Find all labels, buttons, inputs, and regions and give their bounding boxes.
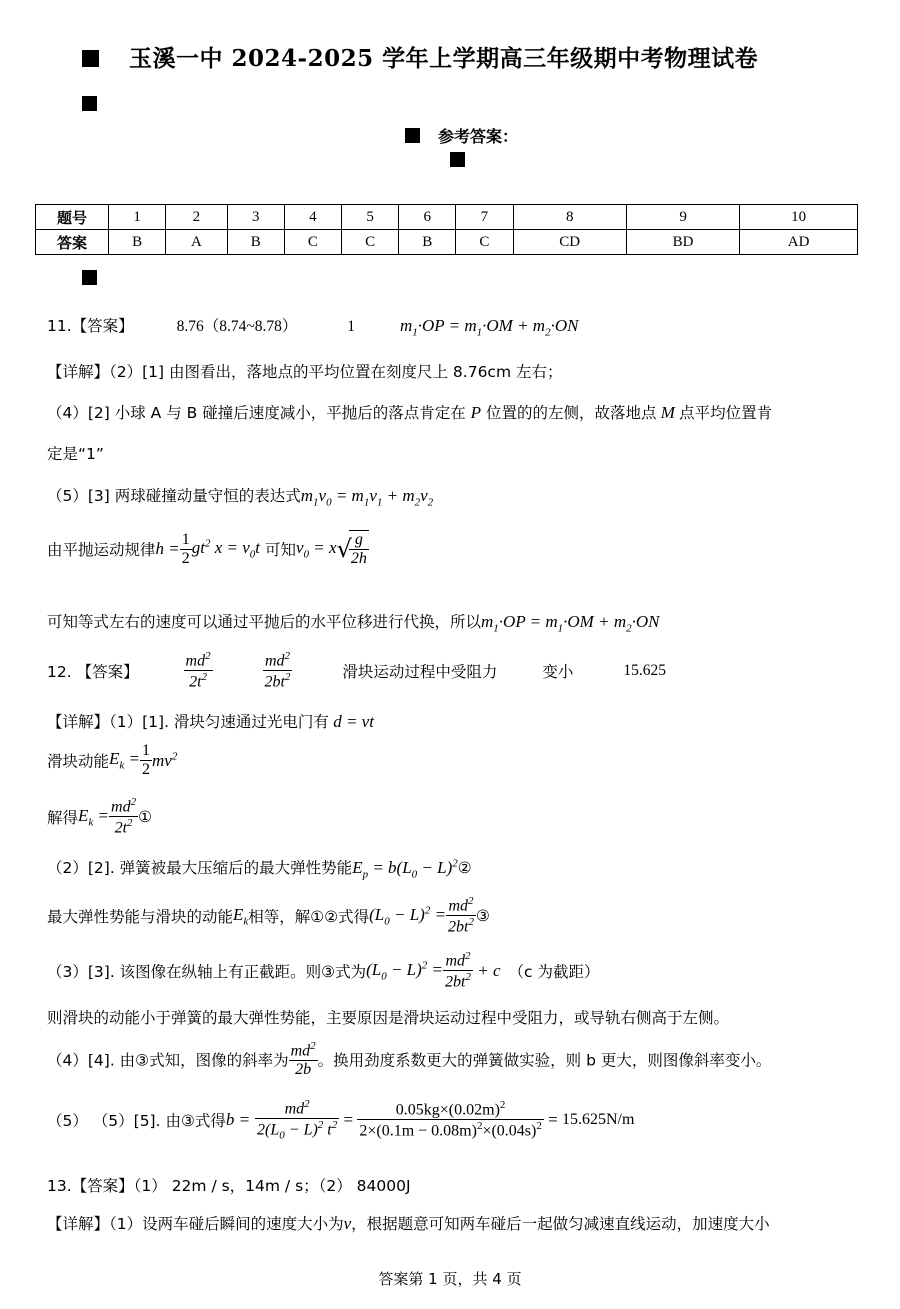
table-cell: 3 bbox=[227, 205, 284, 230]
table-cell: 5 bbox=[341, 205, 398, 230]
bullet-square-icon bbox=[405, 128, 420, 143]
bullet-square-icon bbox=[450, 152, 465, 171]
page-title bbox=[82, 40, 758, 73]
table-cell: B bbox=[109, 230, 166, 255]
table-cell: 4 bbox=[284, 205, 341, 230]
answer-heading: 参考答案： bbox=[405, 124, 518, 147]
title-text: 玉溪一中 2024-2025 学年上学期高三年级期中考物理试卷 bbox=[129, 45, 759, 72]
q11-detail-2: （4）[2] 小球 A 与 B 碰撞后速度减小，平抛后的落点肯定在 P 位置的的左侧，故落地点 M 点平均位置肯 bbox=[47, 403, 773, 422]
q12-detail-7: 则滑块的动能小于弹簧的最大弹性势能，主要原因是滑块运动过程中受阻力，或导轨右侧高于左侧。 bbox=[47, 1009, 730, 1027]
table-cell: 7 bbox=[456, 205, 513, 230]
table-cell: B bbox=[399, 230, 456, 255]
q12-detail-5: 最大弹性势能与滑块的动能$E_k$相等，解①②式得$(L_0 - L)^2$ = $\frac{md^2}{2bt^2}$ ③ bbox=[47, 895, 490, 936]
table-cell: 2 bbox=[166, 205, 227, 230]
q12-detail-9: （5） （5）[5]. 由③式得b = $\frac{md^2}{2(L_0 - L)^2 t^2}$ = $\frac{0.05kg\times(0.02m)^2}{2\times(0.1m - 0.08m)^2\times(0.04s)^2}$ = 15.625N/m bbox=[47, 1098, 635, 1142]
q12-detail-2: 滑块动能$E_k$ = $\frac{1}{2}$ $mv^2$ bbox=[47, 742, 178, 778]
page-footer: 答案第 1 页，共 4 页 bbox=[378, 1270, 522, 1288]
bullet-square-icon bbox=[82, 96, 97, 115]
bullet-square-icon bbox=[82, 50, 99, 67]
q11-answer-line: 11.【答案】 8.76（8.74~8.78） 1 $m_1\cdot OP = m_1\cdot OM + m_2\cdot ON$ bbox=[47, 316, 579, 339]
table-cell: AD bbox=[740, 230, 858, 255]
q13-answer-line: 13.【答案】（1） 22m / s，14m / s；（2） 84000J bbox=[47, 1177, 411, 1195]
table-cell: 10 bbox=[740, 205, 858, 230]
q11-detail-5: 可知等式左右的速度可以通过平抛后的水平位移进行代换，所以$m_1\cdot OP = m_1\cdot OM + m_2\cdot ON$ bbox=[47, 612, 660, 635]
bullet-square-icon bbox=[82, 270, 97, 289]
table-row bbox=[36, 205, 858, 230]
table-cell: B bbox=[227, 230, 284, 255]
table-cell: A bbox=[166, 230, 227, 255]
q12-detail-1: 【详解】（1）[1]. 滑块匀速通过光电门有 d = vt bbox=[47, 712, 374, 731]
q12-detail-3: 解得$E_k$ = $\frac{md^2}{2t^2}$ ① bbox=[47, 796, 152, 837]
table-row bbox=[36, 230, 858, 255]
table-cell: CD bbox=[513, 230, 626, 255]
table-header-cell: 答案 bbox=[36, 230, 109, 255]
table-cell: BD bbox=[626, 230, 739, 255]
q11-detail-2-cont: 定是“1” bbox=[47, 445, 104, 463]
answer-table bbox=[35, 204, 858, 255]
table-cell: C bbox=[341, 230, 398, 255]
table-cell: 1 bbox=[109, 205, 166, 230]
table-cell: C bbox=[284, 230, 341, 255]
q12-detail-8: （4）[4]. 由③式知，图像的斜率为 $\frac{md^2}{2b}$ 。换用劲度系数更大的弹簧做实验，则 b 更大，则图像斜率变小。 bbox=[47, 1040, 772, 1079]
q11-detail-4: 由平抛运动规律h = $\frac{1}{2}$ $gt^2$ $x = v_0t$ 可知$v_0 = x√$ $\frac{g}{2h}$ bbox=[47, 530, 367, 567]
q13-detail: 【详解】（1）设两车碰后瞬间的速度大小为v，根据题意可知两车碰后一起做匀减速直线运动，加速度大小 bbox=[47, 1214, 770, 1233]
table-cell: 6 bbox=[399, 205, 456, 230]
q12-answer-line: 12. 【答案】 $\frac{md^2}{2t^2}$ $\frac{md^2}{2bt^2}$ 滑块运动过程中受阻力 变小 15.625 bbox=[47, 650, 666, 691]
q11-detail-3: （5）[3] 两球碰撞动量守恒的表达式$m_1v_0 = m_1v_1 + m_2v_2$ bbox=[47, 486, 434, 509]
q12-detail-6: （3）[3]. 该图像在纵轴上有正截距。则③式为$(L_0 - L)^2$ = $\frac{md^2}{2bt^2}$ + c （c 为截距） bbox=[47, 950, 600, 991]
table-cell: 9 bbox=[626, 205, 739, 230]
q11-detail-1: 【详解】（2）[1] 由图看出，落地点的平均位置在刻度尺上 8.76cm 左右； bbox=[47, 363, 563, 381]
table-header-cell: 题号 bbox=[36, 205, 109, 230]
q12-detail-4: （2）[2]. 弹簧被最大压缩后的最大弹性势能$E_p = b(L_0$ − $L)^2②$ bbox=[47, 857, 472, 881]
table-cell: C bbox=[456, 230, 513, 255]
table-cell: 8 bbox=[513, 205, 626, 230]
